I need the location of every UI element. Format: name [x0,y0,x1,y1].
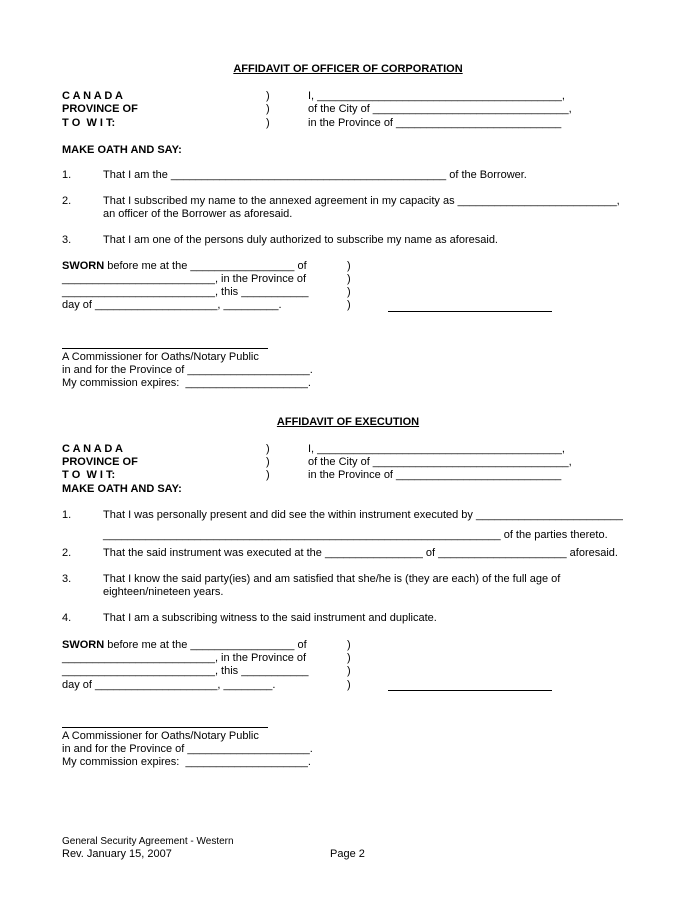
towit-label: T O W I T: [62,117,116,129]
sworn-paren: ) [347,679,351,691]
venue-paren: ) [266,103,270,115]
deponent-province-line: in the Province of ___________________________ [308,469,562,481]
sworn-line [62,639,307,652]
sworn-paren: ) [347,652,351,664]
commissioner-line: My commission expires: ____________________. [62,377,311,389]
venue-paren: ) [266,443,270,455]
footer-page-number: Page 2 [330,848,365,860]
item-text: That I was personally present and did see the within instrument executed by ________________________ [103,509,623,521]
province-label: PROVINCE OF [62,456,138,468]
commissioner-signature-line [62,348,268,349]
item-text: That I am the _____________________________________________ of the Borrower. [103,169,527,181]
sworn-label: SWORN [62,260,105,272]
sworn-line: day of ____________________, _________. [62,299,282,311]
venue-paren: ) [266,117,270,129]
item-number: 2. [62,547,72,559]
affidavit1-title: AFFIDAVIT OF OFFICER OF CORPORATION [233,63,463,75]
canada-label: C A N A D A [62,90,123,102]
item-text-cont: _________________________________________________________________ of the parties thereto. [103,529,608,541]
sworn-paren: ) [347,273,351,285]
sworn-line [62,260,307,273]
item-text: That I know the said party(ies) and am satisfied that she/he is (they are each) of the full age of [103,573,561,585]
venue-paren: ) [266,469,270,481]
commissioner-line: My commission expires: ____________________. [62,756,311,768]
item-number: 1. [62,509,72,521]
sworn-line: _________________________, this ___________ [62,665,309,677]
commissioner-signature-line [62,727,268,728]
venue-paren: ) [266,456,270,468]
sworn-paren: ) [347,286,351,298]
sworn-paren: ) [347,639,351,651]
sworn-label: SWORN [62,639,105,651]
item-text-cont: an officer of the Borrower as aforesaid. [103,208,293,220]
commissioner-line: A Commissioner for Oaths/Notary Public [62,730,259,742]
towit-label: T O W I T: [62,469,116,481]
sworn-paren: ) [347,260,351,272]
item-number: 3. [62,573,72,585]
item-text-cont: eighteen/nineteen years. [103,586,224,598]
sworn-paren: ) [347,665,351,677]
affidavit2-title: AFFIDAVIT OF EXECUTION [276,416,420,428]
sworn-line: _________________________, this ___________ [62,286,309,298]
deponent-city-line: of the City of ________________________________, [308,456,572,468]
canada-label: C A N A D A [62,443,123,455]
deponent-name-line: I, ________________________________________, [308,443,565,455]
sworn-line: _________________________, in the Province of [62,273,307,285]
item-text: That the said instrument was executed at the ________________ of _____________________ aforesaid. [103,547,618,559]
item-number: 3. [62,234,72,246]
make-oath-heading: MAKE OATH AND SAY: [62,144,182,156]
item-text: That I am one of the persons duly authorized to subscribe my name as aforesaid. [103,234,498,246]
footer-doc-title: General Security Agreement - Western [62,836,234,847]
commissioner-line: in and for the Province of ____________________. [62,364,313,376]
sworn-line: day of ____________________, ________. [62,679,276,691]
sworn-paren: ) [347,299,351,311]
item-number: 2. [62,195,72,207]
footer-revision: Rev. January 15, 2007 [62,848,172,860]
deponent-signature-line [388,311,552,312]
province-label: PROVINCE OF [62,103,138,115]
deponent-city-line: of the City of ________________________________, [308,103,572,115]
sworn-text: before me at the _________________ of [104,260,307,272]
item-text: That I subscribed my name to the annexed agreement in my capacity as __________________________, [103,195,620,207]
item-number: 1. [62,169,72,181]
commissioner-line: in and for the Province of ____________________. [62,743,313,755]
item-text: That I am a subscribing witness to the said instrument and duplicate. [103,612,437,624]
item-number: 4. [62,612,72,624]
sworn-text: before me at the _________________ of [104,639,307,651]
deponent-name-line: I, ________________________________________, [308,90,565,102]
deponent-province-line: in the Province of ___________________________ [308,117,562,129]
sworn-line: _________________________, in the Province of [62,652,307,664]
make-oath-heading: MAKE OATH AND SAY: [62,483,182,495]
deponent-signature-line [388,690,552,691]
venue-paren: ) [266,90,270,102]
commissioner-line: A Commissioner for Oaths/Notary Public [62,351,259,363]
